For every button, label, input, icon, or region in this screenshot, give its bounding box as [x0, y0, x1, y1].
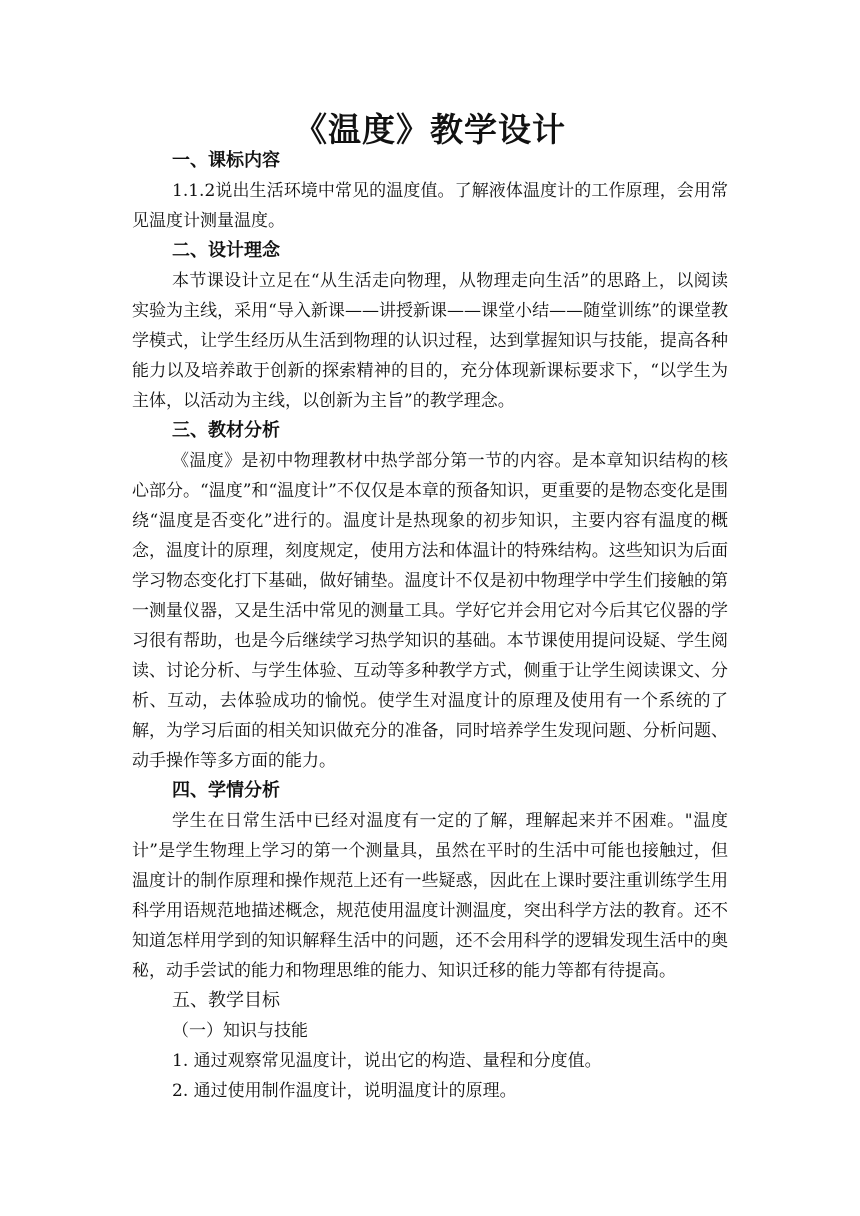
section-paragraph: 本节课设计立足在“从生活走向物理，从物理走向生活”的思路上，以阅读实验为主线，采用“导入新课——讲授新课——课堂小结——随堂训练”的课堂教学模式，让学生经历从生活到物理的认识过程，达到掌握知识与技能，提高各种能力以及培养敢于创新的探索精神的目的，充分体现新课标要求下，“以学生为主体，以活动为主线，以创新为主旨”的教学理念。	[132, 271, 728, 411]
section-heading: 三、教材分析	[172, 420, 280, 441]
objective-subheading: （一）知识与技能	[172, 1021, 308, 1041]
document-body	[132, 146, 728, 1106]
section-paragraph: 《温度》是初中物理教材中热学部分第一节的内容。是本章知识结构的核心部分。“温度”和“温度计”不仅仅是本章的预备知识，更重要的是物态变化是围绕“温度是否变化”进行的。温度计是热现象的初步知识，主要内容有温度的概念，温度计的原理，刻度规定，使用方法和体温计的特殊结构。这些知识为后面学习物态变化打下基础，做好铺垫。温度计不仅是初中物理学中学生们接触的第一测量仪器，又是生活中常见的测量工具。学好它并会用它对今后其它仪器的学习很有帮助，也是今后继续学习热学知识的基础。本节课使用提问设疑、学生阅读、讨论分析、与学生体验、互动等多种教学方式，侧重于让学生阅读课文、分析、互动，去体验成功的愉悦。使学生对温度计的原理及使用有一个系统的了解，为学习后面的相关知识做充分的准备，同时培养学生发现问题、分析问题、动手操作等多方面的能力。	[132, 451, 728, 771]
section-heading: 二、设计理念	[172, 240, 280, 261]
objective-item: 2. 通过使用制作温度计，说明温度计的原理。	[172, 1081, 517, 1101]
section-paragraph: 学生在日常生活中已经对温度有一定的了解，理解起来并不困难。"温度计”是学生物理上学习的第一个测量具，虽然在平时的生活中可能也接触过，但温度计的制作原理和操作规范上还有一些疑惑，因此在上课时要注重训练学生用科学用语规范地描述概念，规范使用温度计测温度，突出科学方法的教育。还不知道怎样用学到的知识解释生活中的问题，还不会用科学的逻辑发现生活中的奥秘，动手尝试的能力和物理思维的能力、知识迁移的能力等都有待提高。	[132, 811, 728, 981]
document-title: 《温度》教学设计	[294, 110, 566, 149]
section-paragraph: 1.1.2说出生活环境中常见的温度值。了解液体温度计的工作原理，会用常见温度计测量温度。	[132, 181, 728, 231]
section-design-concept	[132, 236, 728, 416]
objective-item: 1. 通过观察常见温度计，说出它的构造、量程和分度值。	[172, 1051, 602, 1071]
section-teaching-objectives	[132, 986, 728, 1106]
section-curriculum	[132, 146, 728, 236]
section-heading: 五、教学目标	[172, 990, 280, 1011]
section-heading: 四、学情分析	[172, 780, 280, 801]
section-textbook-analysis	[132, 416, 728, 776]
section-heading: 一、课标内容	[172, 150, 280, 171]
section-student-analysis	[132, 776, 728, 986]
